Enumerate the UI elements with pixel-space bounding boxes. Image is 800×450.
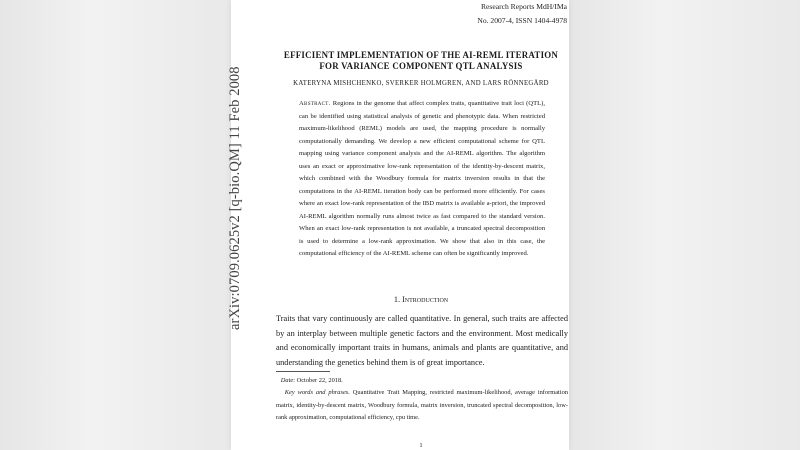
keywords-value: Quantitative Trait Mapping, restricted maximum-likelihood, average information matrix, identity-by-descent matrix, Woodbury formula, matrix inversion, truncated spectral decomposition, low-rank approximation, computational efficiency, cpu time. <box>276 389 569 422</box>
keywords-label: Key words and phrases. <box>284 389 350 397</box>
title-line-1: EFFICIENT IMPLEMENTATION OF THE AI-REML ITERATION <box>283 50 559 60</box>
background-left <box>0 0 231 450</box>
footnote-rule <box>276 371 330 372</box>
intro-paragraph: Traits that vary continuously are called quantitative. In general, such traits are affected by an interplay between multiple genetic factors and the environment. Most medically and economically important traits in humans, animals and plants are quantitative, and understanding the genetics behind them is of great importance. <box>276 314 568 367</box>
abstract-text: Regions in the genome that affect complex traits, quantitative trait loci (QTL), can be identified using statistical analysis of genetic and phenotypic data. When restricted maximum-likelihood (REML) models are used, the mapping procedure is normally computationally demanding. We develop a new efficient computational scheme for QTL mapping using variance component analysis and the AI-REML algorithm. The algorithm uses an exact or approximative low-rank representation of the identity-by-descent matrix, which combined with the Woodbury formula for matrix inversion results in that the computations in the AI-REML iteration body can be performed more efficiently. For cases where an exact low-rank representation of the IBD matrix is available a-priori, the improved AI-REML algorithm normally runs almost twice as fast compared to the standard version. When an exact low-rank representation is not available, a truncated spectral decomposition is used to determine a low-rank approximation. We show that also in this case, the computational efficiency of the AI-REML scheme can often be significantly improved. <box>299 100 545 257</box>
date-value: : October 22, 2018. <box>293 377 343 384</box>
report-number: No. 2007-4, ISSN 1404-4978 <box>477 16 567 25</box>
paper-authors: KATERYNA MISHCHENKO, SVERKER HOLMGREN, AND LARS RÖNNEGÅRD <box>293 80 549 87</box>
date-label: Date <box>280 377 294 384</box>
report-series: Research Reports MdH/IMa <box>480 2 567 11</box>
abstract <box>299 98 545 261</box>
footnote <box>276 375 568 425</box>
paper-title <box>262 50 580 72</box>
arxiv-id: arXiv:0709.0625v2 [q-bio.QM] 11 Feb 2008 <box>227 66 243 330</box>
footnote-keywords <box>276 387 568 424</box>
section-heading <box>262 295 580 304</box>
abstract-label: Abstract. <box>299 100 331 107</box>
title-line-2: FOR VARIANCE COMPONENT QTL ANALYSIS <box>319 61 523 71</box>
background-right <box>569 0 800 450</box>
section-number: 1. <box>393 295 401 304</box>
report-info <box>477 0 567 28</box>
section-title: Introduction <box>402 295 449 304</box>
arxiv-stamp <box>222 66 252 330</box>
page-number: 1 <box>419 442 423 449</box>
footnote-date <box>276 375 568 387</box>
